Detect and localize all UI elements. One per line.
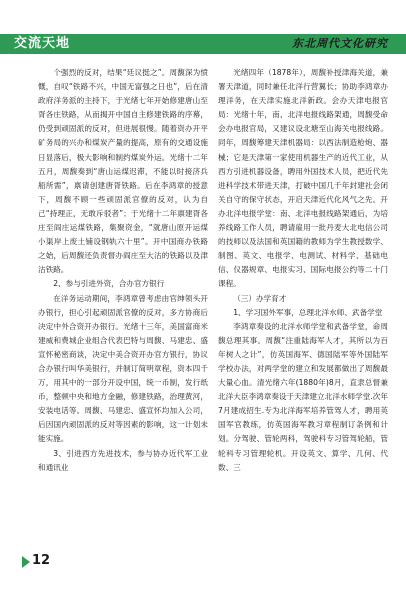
paragraph: 个强烈的反对，结果“廷议挺之”。周馥深为愤慨，自叹“铁路不兴，中国无富强之日也”，后在清政府洋务派的主持下，于光绪七年开始修建唐山至胥各庄铁路，从而揭开中国自主修建铁路的序幕，仍受到顽固派的反对，但进展很慢。随着资办开平矿务局的兴办和煤炭产量的提高，原有的交通设施日显落后，极大影响和制约煤炭外运。光绪十二年五月，周馥奏到“唐山运煤迟滞，不能以时接济兵船所需”，禀请创建唐胥铁路。后在李鸿章的授意下，周馥不顾一些顽固派官僚的反对，认为自己“持理正，无敢斥驳者”；于光绪十二年禀建胥各庄至阎庄运煤铁路，集聚资金，“就唐山原开运煤小渠岸上废土铺设钢轨六十里”。开中国商办铁路之始，后周馥还负责督办阎庄至大沽的铁路以及津沽铁路。 [38, 68, 208, 275]
section-heading: （三）办学育才 [233, 293, 287, 303]
paragraph: 在洋务运动期间，李鸿章曾考虑由官绅领头开办银行，担心引起顽固派官僚的反对，多方协商后决定中外合资开办银行。光绪十三年，美国富商米建威和费城企业组合代表巴特与周馥、马建忠、盛宣怀秘密商谈，决定中美合资开办官方银行，协议合办银行叫华美银行，并制订简明章程，资本四千万，用其中的一部分开设中国，统一币制，发行纸币，整顿中央和地方金融，修建铁路，治理黄河，安装电话等。周馥、马建忠、盛宣怀均加入公司，后因国内顽固派的反对等因素的影响，这一计划未能实施。 [38, 293, 208, 444]
paragraph: 光绪四年（1878年），周馥补授津海关道，兼署天津道，同时兼任北洋行营翼长；协助李鸿章办理洋务，在天津实施北洋新政。会办天津电报官局：光绪十年，南、北洋电报线路架通，周馥受命会办电报官局，又建议设北塘至山海关电报线路。同年，周馥筹建天津机器局：以西法制造枪炮、器械；它是天津第一家使用机器生产的近代工业，从西方引进机器设备，聘用外国技术人员，把近代先进科学技术带进天津，打破中国几千年封建社会闭关自守的保守状态，开启天津近代化风气之先。开办北洋电报学堂：南、北洋电报线路架通后，为培养线路工作人员，聘请雇用一批丹麦大北电信公司的技师以及法国和英国籍的教师为学生教授数学、制图、英文、电报学、电测试、材料学、基础电信、仪器规章、电报实习、国际电报公约等二十门课程。 [218, 68, 388, 289]
section-title: 交流天地 [14, 36, 71, 51]
journal-title: 东北周代文化研究 [292, 37, 388, 50]
paragraph: 李鸿章奏设的北洋水师学堂和武备学堂，命周馥总理其事。周馥“注重陆海军人才，其所以为百年树人之计”，仿英国海军、德国陆军等外国陆军学校办法，对两学堂的建立和发展都做出了周馥最大量心血。清光绪六年(1880年)8月，直隶总督兼北洋大臣李鸿章奏设于天津建立北洋水师学堂.次年7月建成招生.专为北洋海军培养管驾人才，聘用英国军官教练，仿英国海军教习章程制订条例和计划。分驾驶、管轮两科，驾驶科专习管驾轮船，管轮科专习管理轮机。开设英文、算学、几何、代数、三 [218, 321, 388, 472]
subsection-heading: 2、参与引进外资，合办官方银行 [53, 279, 165, 289]
page-marker-arrow-icon [22, 556, 30, 568]
right-text-column [218, 66, 388, 475]
subsection-heading: 3、引进西方先进技术，参与协办近代军工业和通讯业 [38, 448, 208, 472]
subsection-heading: 1、学习国外军事，总理北洋水师、武备学堂 [233, 307, 383, 317]
page-number: 12 [32, 553, 51, 568]
left-text-column [38, 66, 208, 475]
